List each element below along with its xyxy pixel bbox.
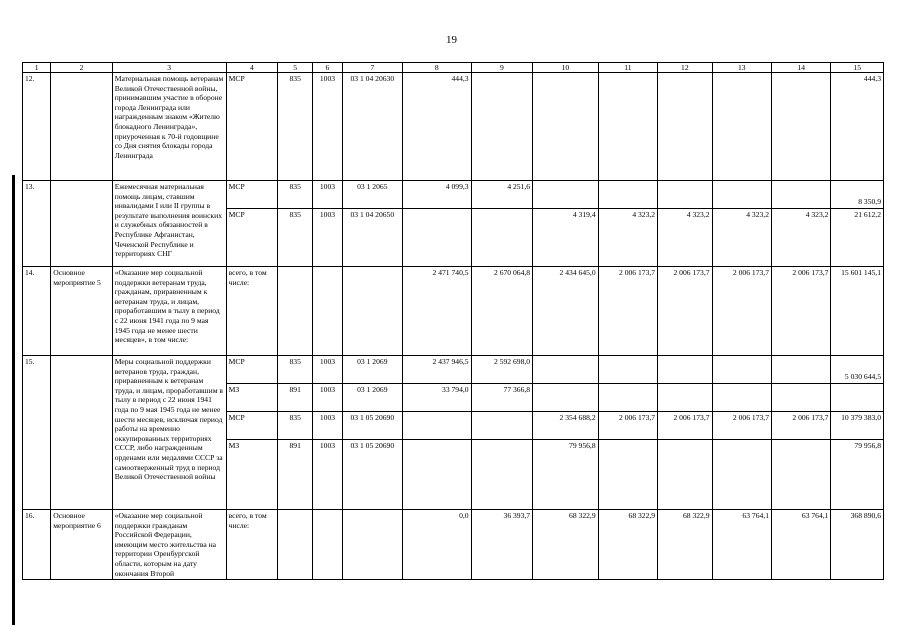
amount-cell: 2 006 173,7 <box>712 412 771 440</box>
page-number: 19 <box>446 34 457 46</box>
table-row <box>23 73 884 181</box>
code-cell: 1003 <box>313 412 342 440</box>
code-cell: 1003 <box>313 384 342 412</box>
amount-cell <box>533 181 599 209</box>
col-header: 10 <box>533 63 599 73</box>
code-cell: 1003 <box>313 181 342 209</box>
total-cell: 79 956,8 <box>831 440 884 510</box>
code-cell <box>342 510 402 580</box>
amount-cell: 2 437 946,5 <box>403 356 472 384</box>
amount-cell <box>712 181 771 209</box>
binding-margin-bar <box>12 175 15 625</box>
amount-cell <box>598 384 657 412</box>
total-cell: 8 350,9 <box>831 181 884 209</box>
amount-cell <box>403 440 472 510</box>
col-header: 2 <box>51 63 113 73</box>
amount-cell <box>712 73 771 181</box>
org-cell: МСР <box>226 181 277 209</box>
code-cell <box>342 267 402 356</box>
description-cell: «Оказание мер социальной поддержки ветеранам труда, гражданам, приравненным к ветеранам труда, и лицам, проработавшим в тылу в период с 22 июня 1941 года по 9 мая 1945 года не менее шести месяцев», в том числе: <box>112 267 226 356</box>
amount-cell <box>772 440 831 510</box>
code-cell: 03 1 04 20630 <box>342 73 402 181</box>
code-cell: 835 <box>278 209 313 267</box>
amount-cell <box>471 440 533 510</box>
code-cell: 03 1 05 20690 <box>342 440 402 510</box>
amount-cell: 2 006 173,7 <box>772 412 831 440</box>
amount-cell: 2 006 173,7 <box>712 267 771 356</box>
col-header: 12 <box>658 63 712 73</box>
col-header: 9 <box>471 63 533 73</box>
amount-cell: 2 592 698,0 <box>471 356 533 384</box>
row-number: 12. <box>23 73 51 181</box>
amount-cell: 4 323,2 <box>772 209 831 267</box>
col-header: 1 <box>23 63 51 73</box>
col-header: 13 <box>712 63 771 73</box>
amount-cell <box>471 412 533 440</box>
description-cell: «Оказание мер социальной поддержки гражданам Российской Федерации, имеющим место жительства на территории Оренбургской области, которым на дату окончания Второй <box>112 510 226 580</box>
code-cell: 1003 <box>313 209 342 267</box>
description-cell: Материальная помощь ветеранам Великой Отечественной войны, принимавшим участие в обороне города Ленинграда или награжденным знаком «Жителю блокадного Ленинграда», приуроченная к 70-й годовщине со Дня снятия блокады города Ленинграда <box>112 73 226 181</box>
row-number: 13. <box>23 181 51 267</box>
code-cell <box>313 267 342 356</box>
code-cell: 03 1 04 20650 <box>342 209 402 267</box>
amount-cell <box>712 356 771 384</box>
org-cell: МСР <box>226 209 277 267</box>
amount-cell <box>658 384 712 412</box>
description-cell: Меры социальной поддержки ветеранов труда, граждан, приравненным к ветеранам труда, и лицам, проработавшим в тылу в период с 22 июня 1941 года по 9 мая 1945 года не менее шести месяцев, исключая период работы на временно оккупированных территориях СССР, либо награжденным орденами или медалями СССР за самоотверженный труд в период Великой Отечественной войны <box>112 356 226 510</box>
program-name-cell <box>51 181 113 267</box>
amount-cell <box>772 384 831 412</box>
total-cell: 21 612,2 <box>831 209 884 267</box>
program-name-cell <box>51 73 113 181</box>
amount-cell: 4 323,2 <box>658 209 712 267</box>
amount-cell: 2 006 173,7 <box>772 267 831 356</box>
code-cell: 835 <box>278 356 313 384</box>
col-header: 11 <box>598 63 657 73</box>
total-cell: 10 379 383,0 <box>831 412 884 440</box>
program-name-cell <box>51 356 113 510</box>
col-header: 6 <box>313 63 342 73</box>
amount-cell: 4 323,2 <box>712 209 771 267</box>
code-cell: 835 <box>278 73 313 181</box>
amount-cell <box>658 440 712 510</box>
table-row <box>23 181 884 209</box>
org-cell: МЗ <box>226 384 277 412</box>
amount-cell: 36 393,7 <box>471 510 533 580</box>
col-header: 3 <box>112 63 226 73</box>
amount-cell <box>598 356 657 384</box>
col-header: 5 <box>278 63 313 73</box>
amount-cell <box>403 209 472 267</box>
row-number: 15. <box>23 356 51 510</box>
amount-cell <box>712 384 771 412</box>
table-row <box>23 267 884 356</box>
amount-cell <box>658 73 712 181</box>
amount-cell <box>658 181 712 209</box>
amount-cell: 68 322,9 <box>598 510 657 580</box>
org-cell: МСР <box>226 412 277 440</box>
total-cell: 368 890,6 <box>831 510 884 580</box>
code-cell: 835 <box>278 181 313 209</box>
amount-cell: 2 006 173,7 <box>598 267 657 356</box>
total-cell: 444,3 <box>831 73 884 181</box>
amount-cell: 0,0 <box>403 510 472 580</box>
code-cell <box>278 267 313 356</box>
amount-cell: 77 366,8 <box>471 384 533 412</box>
program-name-cell: Основное мероприятие 5 <box>51 267 113 356</box>
amount-cell: 2 006 173,7 <box>598 412 657 440</box>
amount-cell: 2 434 645,0 <box>533 267 599 356</box>
code-cell: 891 <box>278 384 313 412</box>
amount-cell: 2 471 740,5 <box>403 267 472 356</box>
amount-cell <box>533 356 599 384</box>
amount-cell <box>403 412 472 440</box>
row-number: 16. <box>23 510 51 580</box>
amount-cell <box>533 73 599 181</box>
total-cell: 15 601 145,1 <box>831 267 884 356</box>
code-cell: 03 1 2069 <box>342 384 402 412</box>
col-header: 4 <box>226 63 277 73</box>
amount-cell: 68 322,9 <box>658 510 712 580</box>
amount-cell <box>712 440 771 510</box>
amount-cell <box>598 73 657 181</box>
code-cell <box>313 510 342 580</box>
amount-cell <box>772 73 831 181</box>
code-cell: 03 1 2069 <box>342 356 402 384</box>
table-row <box>23 510 884 580</box>
code-cell <box>278 510 313 580</box>
row-number: 14. <box>23 267 51 356</box>
total-cell: 5 030 644,5 <box>831 356 884 384</box>
amount-cell <box>471 209 533 267</box>
amount-cell: 444,3 <box>403 73 472 181</box>
amount-cell: 63 764,1 <box>772 510 831 580</box>
code-cell: 1003 <box>313 440 342 510</box>
amount-cell <box>772 356 831 384</box>
amount-cell <box>658 356 712 384</box>
code-cell: 891 <box>278 440 313 510</box>
code-cell: 835 <box>278 412 313 440</box>
amount-cell <box>533 384 599 412</box>
amount-cell <box>471 73 533 181</box>
col-header: 14 <box>772 63 831 73</box>
amount-cell: 79 956,8 <box>533 440 599 510</box>
amount-cell: 63 764,1 <box>712 510 771 580</box>
amount-cell: 4 319,4 <box>533 209 599 267</box>
amount-cell: 2 354 688,2 <box>533 412 599 440</box>
amount-cell: 4 099,3 <box>403 181 472 209</box>
amount-cell: 4 251,6 <box>471 181 533 209</box>
col-header: 15 <box>831 63 884 73</box>
total-cell <box>831 384 884 412</box>
org-cell: МЗ <box>226 440 277 510</box>
amount-cell <box>598 440 657 510</box>
org-cell: всего, в том числе: <box>226 510 277 580</box>
code-cell: 03 1 2065 <box>342 181 402 209</box>
amount-cell: 2 006 173,7 <box>658 267 712 356</box>
org-cell: МСР <box>226 356 277 384</box>
code-cell: 1003 <box>313 73 342 181</box>
col-header: 8 <box>403 63 472 73</box>
code-cell: 1003 <box>313 356 342 384</box>
table-row <box>23 356 884 384</box>
program-name-cell: Основное мероприятие 6 <box>51 510 113 580</box>
amount-cell: 68 322,9 <box>533 510 599 580</box>
org-cell: всего, в том числе: <box>226 267 277 356</box>
amount-cell <box>772 181 831 209</box>
org-cell: МСР <box>226 73 277 181</box>
amount-cell: 4 323,2 <box>598 209 657 267</box>
description-cell: Ежемесячная материальная помощь лицам, ставшим инвалидами I или II группы в результате выполнения воинских и служебных обязанностей в Республике Афганистан, Чеченской Республике и территориях СНГ <box>112 181 226 267</box>
budget-table <box>22 62 884 580</box>
amount-cell: 33 794,0 <box>403 384 472 412</box>
table-header-row <box>23 63 884 73</box>
amount-cell <box>598 181 657 209</box>
amount-cell: 2 670 064,8 <box>471 267 533 356</box>
code-cell: 03 1 05 20690 <box>342 412 402 440</box>
col-header: 7 <box>342 63 402 73</box>
amount-cell: 2 006 173,7 <box>658 412 712 440</box>
